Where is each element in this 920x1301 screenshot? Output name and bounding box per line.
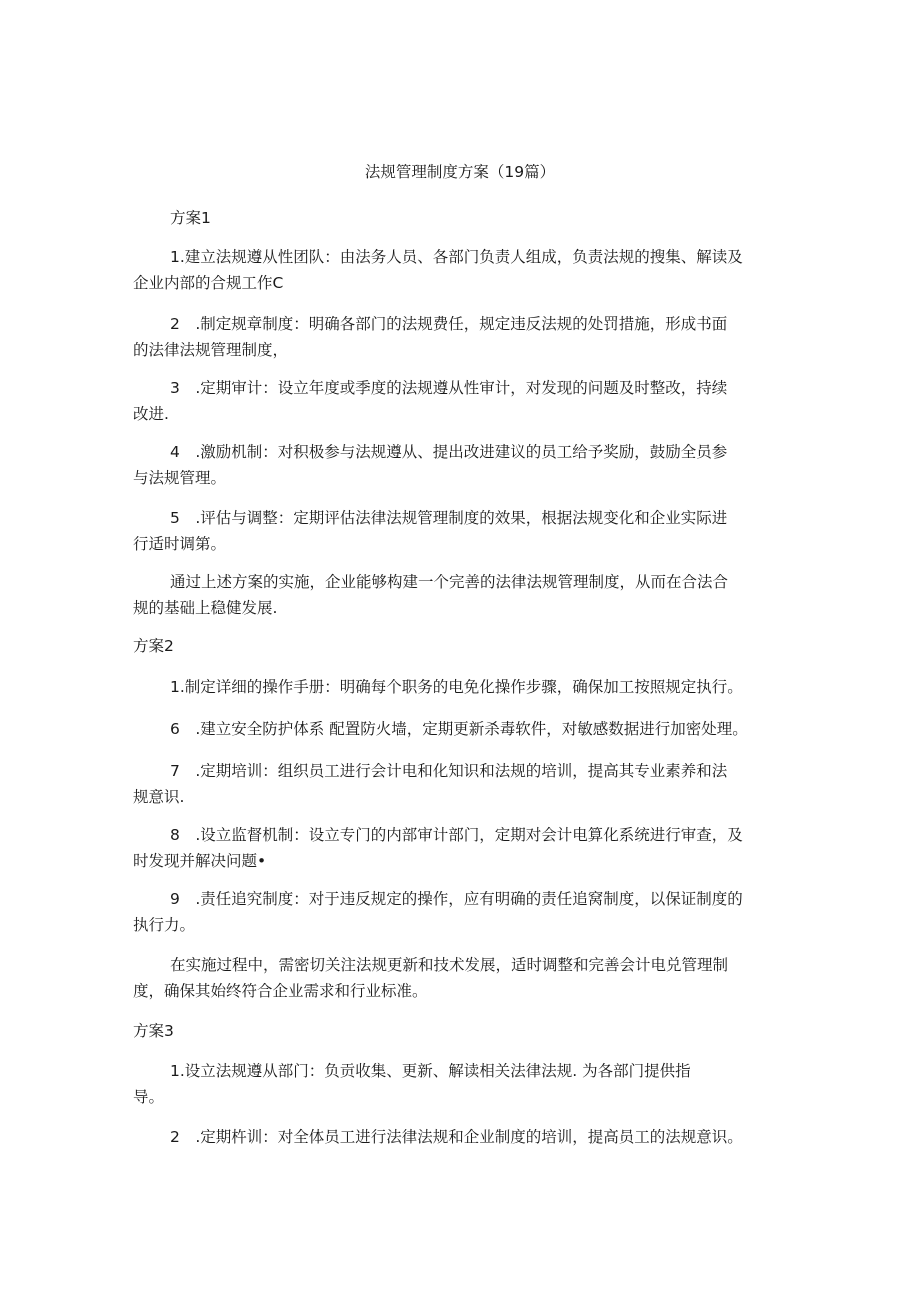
section-heading: 方案1 [170,209,211,227]
paragraph: 1.设立法规遵从部门：负贡收集、更新、解读相关法律法规. 为各部门提供指 导。 [133,1062,691,1106]
paragraph: 4 .激励机制：对积极参与法规遵从、提出改进建议的员工给予奖励，鼓励全员参 与法规管理。 [133,443,728,487]
paragraph: 8 .设立监督机制：设立专门的内部审计部门，定期对会计电算化系统进行审查，及 时发现并解决问题• [133,826,743,870]
paragraph: 2 .制定规章制度：明确各部门的法规费任，规定违反法规的处罚措施，形成书面 的法律法规管理制度， [133,315,728,359]
paragraph: 2 .定期杵训：对全体员工进行法律法规和企业制度的培训，提高员工的法规意识。 [170,1128,743,1146]
section-heading: 方案3 [133,1022,174,1040]
section-heading: 方案2 [133,637,174,655]
paragraph: 6 .建立安全防护体系 配置防火墙，定期更新杀毒软件，对敏感数据进行加密处理。 [170,720,748,738]
paragraph: 1.制定详细的操作手册：明确每个职务的电免化操作步骤，确保加工按照规定执行。 [170,678,743,696]
document-title: 法规管理制度方案（19篇） [364,163,556,181]
paragraph: 3 .定期审计：设立年度或季度的法规遵从性审计，对发现的问题及时整改，持续 改进. [133,379,728,423]
paragraph: 在实施过程中，需密切关注法规更新和技术发展，适时调整和完善会计电兑管理制 度，确保其始终符合企业需求和行业标准。 [133,956,729,1000]
paragraph: 5 .评估与调整：定期评估法律法规管理制度的效果，根据法规变化和企业实际进 行适时调第。 [133,509,728,553]
paragraph: 1.建立法规遵从性团队：由法务人员、各部门负责人组成，负责法规的搜集、解读及 企业内部的合规工作C [133,248,743,292]
paragraph: 通过上述方案的实施，企业能够构建一个完善的法律法规管理制度，从而在合法合 规的基础上稳健发展. [133,573,729,617]
paragraph: 7 .定期培训：组织员工进行会计电和化知识和法规的培训，提高其专业素养和法 规意识. [133,762,728,806]
paragraph: 9 .责任追究制度：对于违反规定的操作，应有明确的责任追窝制度，以保证制度的 执行力。 [133,890,743,934]
